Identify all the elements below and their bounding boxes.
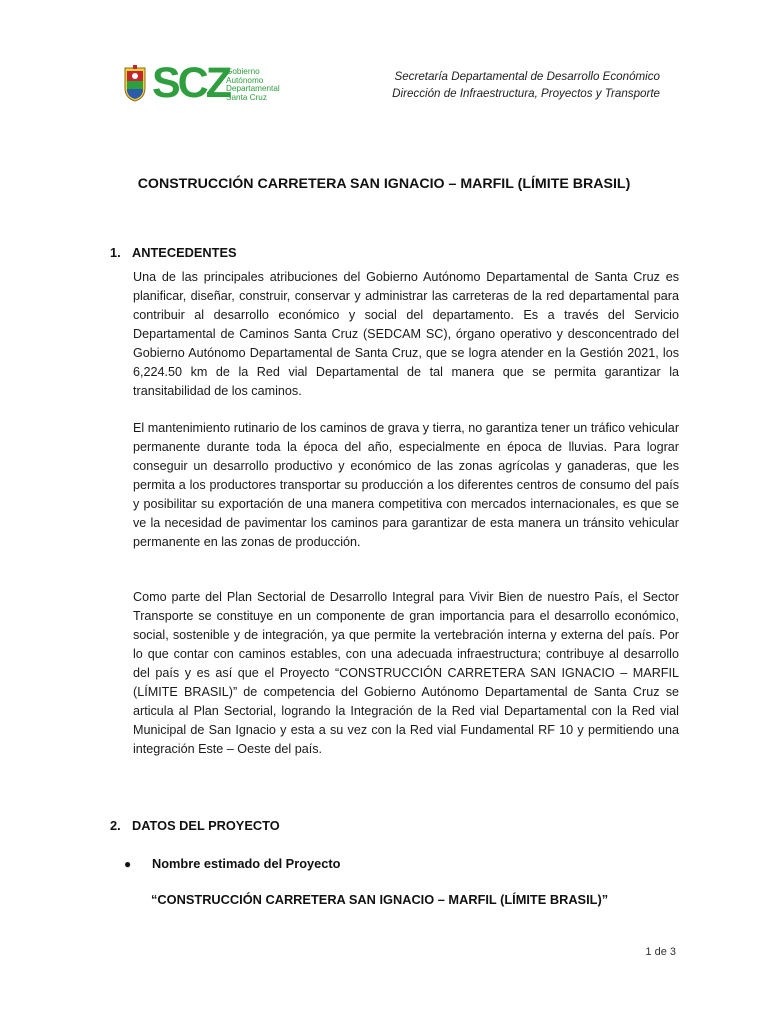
header-secretaria: Secretaría Departamental de Desarrollo Económico [394, 70, 660, 83]
page-number: 1 de 3 [645, 946, 676, 958]
logo-line: Departamental [226, 84, 280, 94]
logo-subtitle [226, 68, 280, 102]
logo-line: Gobierno [226, 67, 260, 76]
bullet-label: Nombre estimado del Proyecto [152, 856, 341, 871]
logo-line: Autónomo [226, 75, 264, 85]
section-title: DATOS DEL PROYECTO [132, 818, 280, 833]
header-direccion: Dirección de Infraestructura, Proyectos y Transporte [392, 87, 660, 100]
section-heading-datos-proyecto [110, 818, 280, 833]
paragraph: El mantenimiento rutinario de los caminos de grava y tierra, no garantiza tener un tráfico vehicular permanente durante toda la época del año, especialmente en época de lluvias. Para lograr conseguir un desarrollo productivo y económico de las zonas agrícolas y ganaderas, que les permita a los productores transportar su producción a los diferentes centros de consumo del país y posibilitar su exportación de una manera competitiva con mercados internacionales, es que se ve la necesidad de pavimentar los caminos para garantizar de esta manera un tránsito vehicular permanente en las zonas de producción. [133, 421, 680, 549]
project-name: “CONSTRUCCIÓN CARRETERA SAN IGNACIO – MARFIL (LÍMITE BRASIL)” [151, 892, 609, 907]
section-heading-antecedentes [110, 245, 237, 260]
section-number: 2. [110, 818, 121, 833]
document-title: CONSTRUCCIÓN CARRETERA SAN IGNACIO – MARFIL (LÍMITE BRASIL) [137, 176, 631, 192]
section-number: 1. [110, 245, 121, 260]
gobierno-santa-cruz-logo [120, 58, 290, 108]
paragraph: Como parte del Plan Sectorial de Desarrollo Integral para Vivir Bien de nuestro País, el Sector Transporte se constituye en un componente de gran importancia para el desarrollo económico, social, sostenible y de integración, ya que permite la vertebración interna y externa del país. Por lo que contar con caminos estables, con una adecuada infraestructura; contribuye al desarrollo del país y es así que el Proyecto “CONSTRUCCIÓN CARRETERA SAN IGNACIO – MARFIL (LÍMITE BRASIL)” de competencia del Gobierno Autónomo Departamental de Santa Cruz se articula al Plan Sectorial, logrando la Integración de la Red vial Departamental con la Red vial Municipal de San Ignacio y esta a su vez con la Red vial Fundamental RF 10 y permitiendo una integración Este – Oeste del país. [133, 590, 679, 756]
paragraph: Una de las principales atribuciones del Gobierno Autónomo Departamental de Santa Cruz es planificar, diseñar, construir, conservar y administrar las carreteras de la red departamental para contribuir al desarrollo económico y social del departamento. Es a través del Servicio Departamental de Caminos Santa Cruz (SEDCAM SC), órgano operativo y desconcentrado del Gobierno Autónomo Departamental de Santa Cruz, que se logra atender en la Gestión 2021, los 6,224.50 km de la Red vial Departamental de tal manera que se permita garantizar la transitabilidad de los caminos. [133, 270, 679, 398]
logo-line: Santa Cruz [226, 92, 267, 102]
coat-of-arms-icon [122, 64, 148, 102]
bullet-item [124, 856, 340, 871]
bullet-icon: ● [124, 857, 132, 871]
header-department [392, 68, 660, 102]
section-title: ANTECEDENTES [132, 245, 237, 260]
logo-wordmark: SCZ [152, 59, 229, 107]
